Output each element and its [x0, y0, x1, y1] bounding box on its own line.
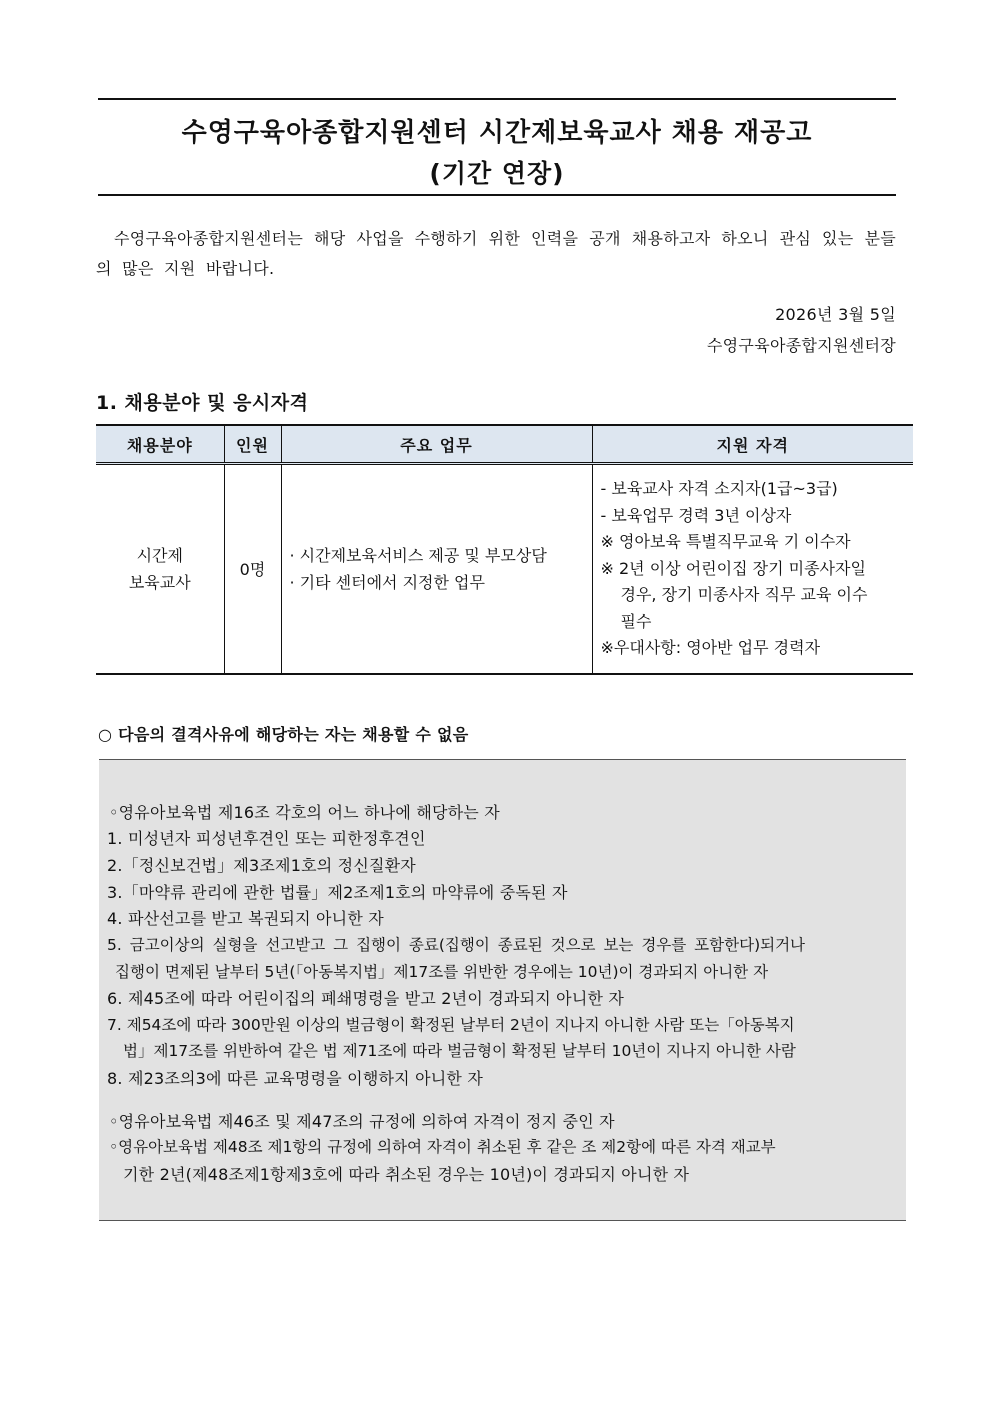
cell-duties [281, 464, 592, 675]
disqualification-line: 기한 2년(제48조제1항제3호에 따라 취소된 경우는 10년)이 경과되지 아니한 자 [123, 1165, 690, 1184]
field-line: 시간제 [136, 546, 183, 565]
disqualification-line: 법」제17조를 위반하여 같은 법 제71조에 따라 벌금형이 확정된 날부터 10년이 지나지 아니한 사람 [123, 1042, 796, 1060]
field-line: 보육교사 [128, 573, 191, 592]
cell-count: 0명 [224, 464, 281, 675]
recruitment-table [96, 424, 913, 675]
duty-item: · 기타 센터에서 지정한 업무 [289, 573, 485, 592]
announcement-date: 2026년 3월 5일 [775, 305, 896, 324]
disqualification-line: 집행이 면제된 날부터 5년(「아동복지법」제17조를 위반한 경우에는 10년)이 경과되지 아니한 자 [115, 963, 769, 981]
table-row [96, 464, 913, 675]
notice-heading: ○ 다음의 결격사유에 해당하는 자는 채용할 수 없음 [98, 725, 469, 744]
disqualification-line: ◦영유아보육법 제46조 및 제47조의 규정에 의하여 자격이 정지 중인 자 [109, 1112, 615, 1131]
cell-field [96, 464, 224, 675]
disqualification-line: 1. 미성년자 피성년후견인 또는 피한정후견인 [107, 829, 426, 848]
title-block [98, 98, 896, 196]
qualification-item: ※ 2년 이상 어린이집 장기 미종사자일 [600, 558, 866, 578]
disqualification-line: 8. 제23조의3에 따른 교육명령을 이행하지 아니한 자 [107, 1069, 483, 1088]
header-count: 인원 [224, 425, 281, 464]
disqualification-line: 7. 제54조에 따라 300만원 이상의 벌금형이 확정된 날부터 2년이 지나지 아니한 사람 또는「아동복지 [107, 1016, 795, 1034]
disqualification-line: 2.「정신보건법」제3조제1호의 정신질환자 [107, 856, 416, 875]
disqualification-line: ◦영유아보육법 제48조 제1항의 규정에 의하여 자격이 취소된 후 같은 조 제2항에 따른 자격 재교부 [109, 1138, 776, 1156]
page-title: 수영구육아종합지원센터 시간제보육교사 채용 재공고 [181, 118, 813, 148]
cell-qualifications [592, 464, 913, 675]
intro-paragraph: 수영구육아종합지원센터는 해당 사업을 수행하기 위한 인력을 공개 채용하고자 하오니 관심 있는 분들의 많은 지원 바랍니다. [96, 229, 896, 278]
disqualification-line: 4. 파산선고를 받고 복권되지 아니한 자 [107, 909, 384, 928]
qualification-item: ※우대사항: 영아반 업무 경력자 [600, 638, 821, 658]
header-qualifications: 지원 자격 [592, 425, 913, 464]
duty-item: · 시간제보육서비스 제공 및 부모상담 [289, 546, 547, 565]
qualification-item: 경우, 장기 미종사자 직무 교육 이수 [620, 585, 868, 605]
qualification-item: - 보육교사 자격 소지자(1급~3급) [600, 479, 838, 499]
disqualification-line: 5. 금고이상의 실형을 선고받고 그 집행이 종료(집행이 종료된 것으로 보는 경우를 포함한다)되거나 [107, 936, 806, 954]
qualification-item: ※ 영아보육 특별직무교육 기 이수자 [600, 532, 851, 552]
disqualification-line: 6. 제45조에 따라 어린이집의 폐쇄명령을 받고 2년이 경과되지 아니한 자 [107, 989, 625, 1008]
qualification-item: - 보육업무 경력 3년 이상자 [600, 505, 792, 525]
header-duties: 주요 업무 [281, 425, 592, 464]
page-subtitle: (기간 연장) [429, 159, 565, 188]
disqualification-line: ◦영유아보육법 제16조 각호의 어느 하나에 해당하는 자 [109, 803, 500, 822]
disqualification-box [99, 759, 906, 1221]
signer: 수영구육아종합지원센터장 [706, 336, 896, 355]
disqualification-line: 3.「마약류 관리에 관한 법률」제2조제1호의 마약류에 중독된 자 [107, 883, 568, 902]
header-field: 채용분야 [96, 425, 224, 464]
qualification-item: 필수 [620, 611, 652, 631]
section-heading: 1. 채용분야 및 응시자격 [96, 392, 309, 414]
